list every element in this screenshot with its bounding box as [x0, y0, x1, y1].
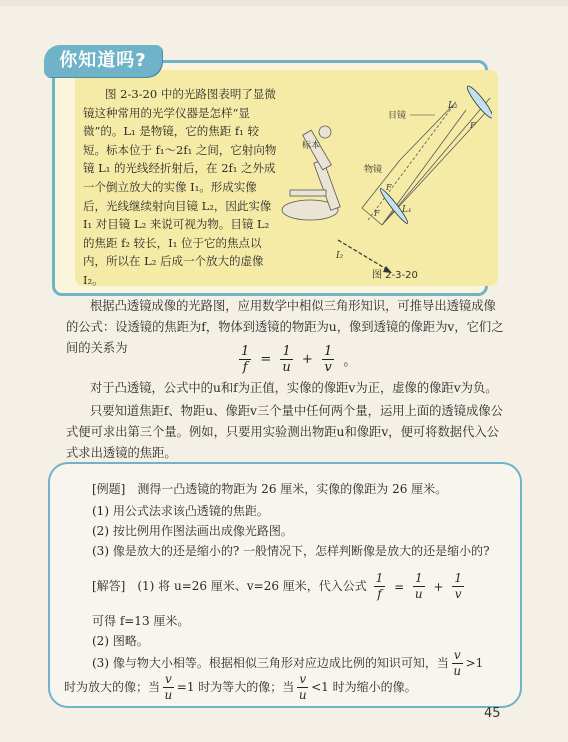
fraction-1-over-u: $\frac{1}{u}$: [282, 344, 291, 375]
answer-2: (2) 图略。: [92, 634, 149, 648]
ratio-v-over-u: $\frac{v}{u}$: [453, 648, 462, 678]
answer-formula-1-over-u: $\frac{1}{u}$: [414, 571, 423, 601]
did-you-know-text: 图 2-3-20 中的光路图表明了显微镜这种常用的光学仪器是怎样“显微”的。L₁ 是物镜，它的焦距 f₁ 较短。标本位于 f₁～2f₁ 之间，它射向物镜 L₁ 的光线经折射后，在 2f₁ 之外成一个倒立放大的实像 I₁。形成实像后，光线继续射向目镜 L₂，因此实像 I₁ 对目镜 L₂ 来说可视为物。目镜 L₂ 的焦距 f₂ 较长，I₁ 位于它的焦点以内，所以在 L₂ 后成一个放大的虚像 I₂。: [83, 87, 277, 287]
example-question-1: (1) 用公式法求该凸透镜的焦距。: [92, 504, 269, 518]
eyepiece-lens-l2: [465, 84, 492, 120]
paragraph-sign-convention: 对于凸透镜，公式中的u和f为正值，实像的像距v为正，虚像的像距v为负。: [90, 381, 498, 395]
label-i2: I₂: [336, 251, 344, 261]
answer-result: 可得 f=13 厘米。: [92, 614, 190, 628]
example-question-3: (3) 像是放大的还是缩小的? 一般情况下，怎样判断像是放大的还是缩小的?: [92, 544, 490, 558]
answer-3-line-1: (3) 像与物大小相等。根据相似三角形对应边成比例的知识可知，当 $\frac{v}{u}$ >1: [92, 648, 484, 678]
label-objective: 物镜: [364, 165, 383, 175]
example-title: [例题] 测得一凸透镜的物距为 26 厘米，实像的像距为 26 厘米。: [92, 482, 448, 496]
did-you-know-badge: 你知道吗?: [44, 45, 162, 77]
ratio-v-over-u-2: $\frac{v}{u}$: [164, 672, 173, 702]
answer-3-line-2: 时为放大的像；当 $\frac{v}{u}$ =1 时为等大的像；当 $\frac{v}{u}$ <1 时为缩小的像。: [64, 672, 417, 702]
fraction-1-over-f: $\frac{1}{f}$: [241, 344, 250, 375]
paragraph-solving-third-quantity: 只要知道焦距f、物距u、像距v三个量中任何两个量，运用上面的透镜成像公式便可求出第三个量。例如，只要用实验测出物距u和像距v，便可将数据代入公式求出透镜的焦距。: [66, 404, 503, 460]
lens-formula: $\frac{1}{f}$ = $\frac{1}{u}$ + $\frac{1}{v}$ 。: [241, 344, 357, 375]
figure-caption: 图 2-3-20: [372, 270, 418, 281]
label-specimen: 标本: [302, 141, 321, 151]
answer-formula-1-over-f: $\frac{1}{f}$: [375, 571, 384, 601]
ratio-v-over-u-3: $\frac{v}{u}$: [298, 672, 307, 702]
microscope-light-path-figure: [270, 80, 492, 280]
page-top-edge: [0, 0, 568, 6]
example-question-2: (2) 按比例用作图法画出成像光路图。: [92, 524, 293, 538]
label-focus-3: F: [374, 209, 380, 218]
label-l2: L₂: [448, 101, 458, 111]
label-eyepiece: 目镜: [388, 111, 407, 121]
page-number: 45: [484, 706, 501, 721]
label-focus-2: F: [386, 183, 392, 192]
label-l1: L₁: [402, 205, 412, 215]
answer-intro-line: [解答] (1) 将 u=26 厘米、v=26 厘米，代入公式 $\frac{1}{f}$ = $\frac{1}{u}$ + $\frac{1}{v}$: [92, 571, 462, 601]
light-rays: [362, 98, 490, 225]
fraction-1-over-v: $\frac{1}{v}$: [323, 344, 333, 375]
answer-formula-1-over-v: $\frac{1}{v}$: [454, 571, 462, 601]
paragraph-lens-formula-intro: 根据凸透镜成像的光路图，应用数学中相似三角形知识，可推导出透镜成像的公式：设透镜的焦距为f，物体到透镜的物距为u，像到透镜的像距为v，它们之间的关系为: [66, 299, 504, 355]
label-focus-1: F: [470, 121, 476, 130]
